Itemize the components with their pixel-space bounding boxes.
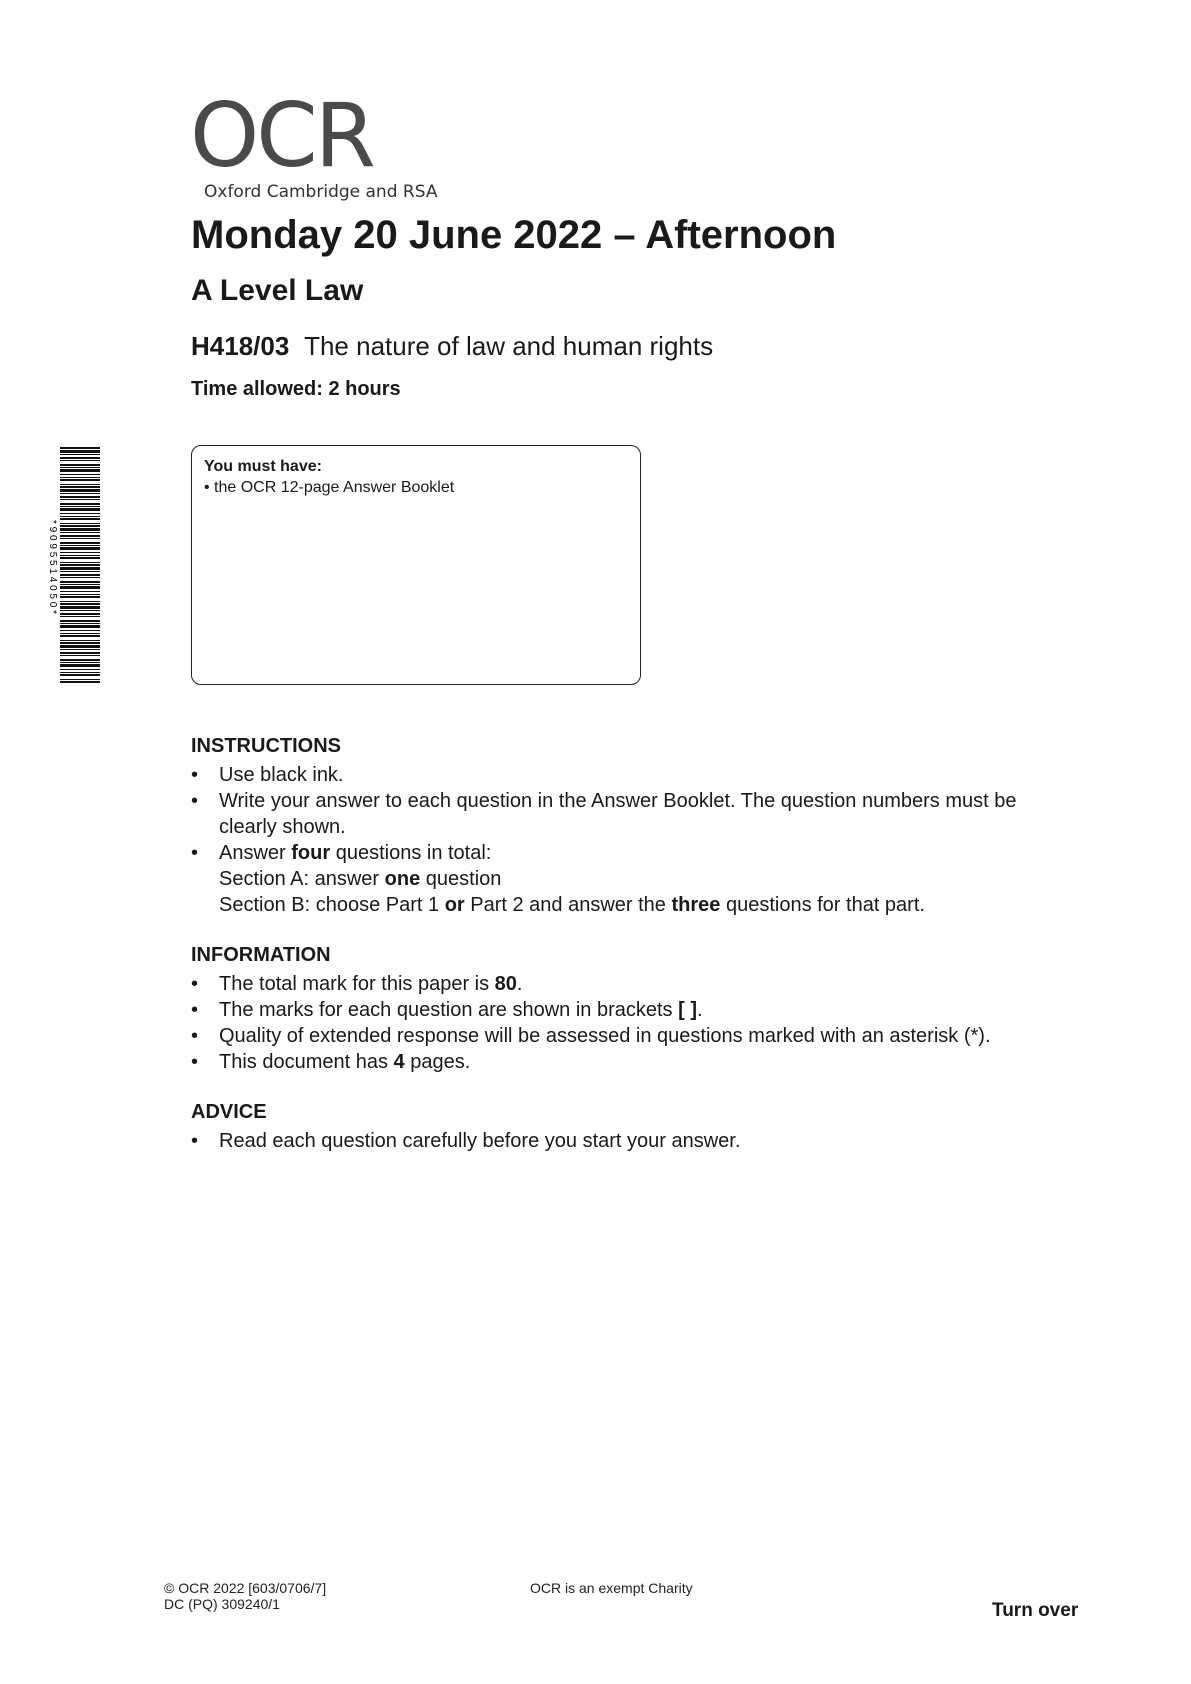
barcode [44,447,104,687]
information-heading: INFORMATION [191,944,331,966]
list-item: • Answer four questions in total: [191,842,492,864]
unit-title: The nature of law and human rights [304,331,714,361]
copyright: © OCR 2022 [603/0706/7] [164,1580,327,1596]
turn-over-label: Turn over [992,1600,1079,1621]
instructions-section [191,735,1079,918]
advice-heading: ADVICE [191,1101,267,1123]
subject-title: A Level Law [191,274,364,307]
list-item: • The marks for each question are shown in brackets [ ]. [191,999,703,1021]
logo-subtitle: Oxford Cambridge and RSA [204,182,438,202]
information-section [191,944,1079,1075]
barcode-number: * 9 0 9 5 5 1 4 0 5 0 * [47,520,58,614]
list-item: • Use black ink. [191,764,344,786]
time-allowed: Time allowed: 2 hours [191,378,401,400]
footer-left [164,1580,326,1612]
list-item: • The total mark for this paper is 80. [191,973,523,995]
you-must-have-box [191,445,641,685]
must-have-item: • the OCR 12-page Answer Booklet [204,479,455,496]
charity-note: OCR is an exempt Charity [530,1580,693,1596]
list-item: • Read each question carefully before you start your answer. [191,1130,741,1152]
list-item: • Quality of extended response will be assessed in questions marked with an asterisk (*). [191,1025,991,1047]
must-have-title: You must have: [204,458,322,475]
list-item: • This document has 4 pages. [191,1051,471,1073]
ocr-logo [190,84,438,202]
list-subitem: Section A: answer one question [219,868,502,890]
list-subitem: Section B: choose Part 1 or Part 2 and answer the three questions for that part. [219,894,925,916]
exam-date: Monday 20 June 2022 – Afternoon [191,213,837,257]
advice-section [191,1101,1079,1154]
document-ref: DC (PQ) 309240/1 [164,1596,280,1612]
instructions-heading: INSTRUCTIONS [191,735,341,757]
unit-code: H418/03 [191,331,290,361]
unit-line [191,331,713,362]
logo-wordmark: OCR [190,84,373,187]
list-item: • Write your answer to each question in the Answer Booklet. The question numbers must be clearly shown. [191,790,1017,838]
